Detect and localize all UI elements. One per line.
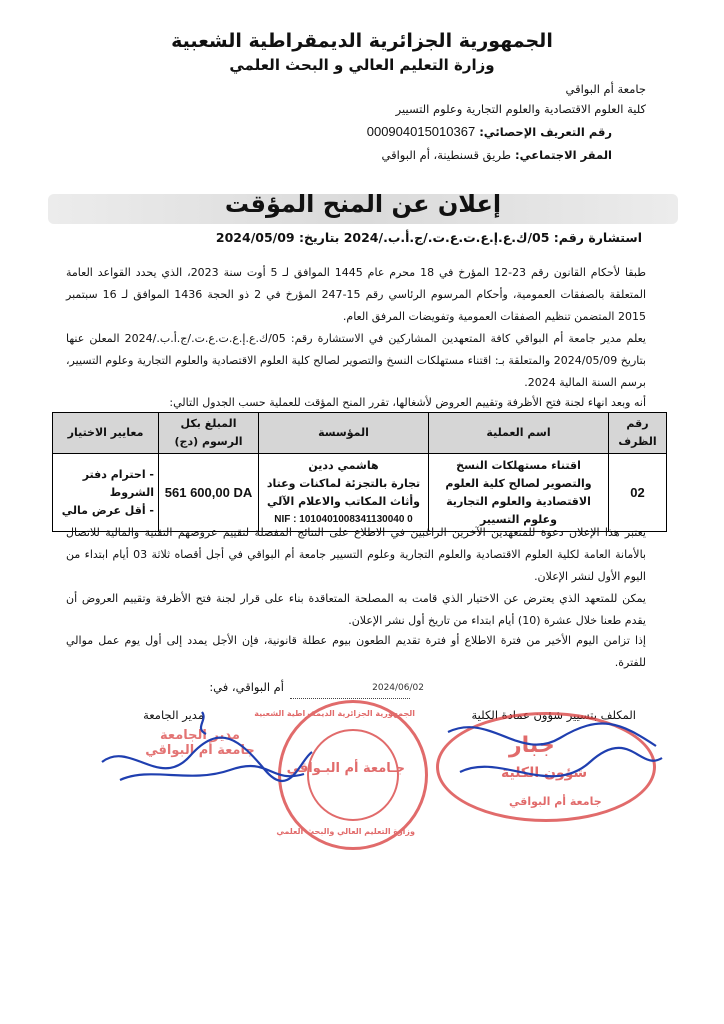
stamp-top-text: الجمهورية الجزائرية الديمقراطية الشعبية bbox=[254, 709, 415, 718]
cell-envelope: 02 bbox=[609, 454, 667, 532]
director-stamp-line: مدير الجامعة bbox=[160, 728, 240, 743]
stamp-bottom-text: وزارة التعليم العالي والبحث العلمي bbox=[276, 827, 415, 836]
university-name: جامعة أم البواقي bbox=[565, 82, 646, 96]
page-title: إعلان عن المنح المؤقت bbox=[224, 190, 502, 218]
company-name: هاشمي ددين bbox=[308, 458, 379, 472]
republic-heading: الجمهورية الجزائرية الديمقراطية الشعبية bbox=[171, 30, 553, 52]
paragraph-intro-table: أنه وبعد انهاء لجنة فتح الأظرفة وتقييم العروض لأشغالها، تقرر المنح المؤقت للعملية حسب الجدول التالي: bbox=[169, 396, 646, 409]
ministry-heading: وزارة التعليم العالي و البحث العلمي bbox=[229, 56, 495, 74]
company-description: تجارة بالتجزئة لماكنات وعتاد وأثاث المكاتب والاعلام الآلي bbox=[266, 476, 421, 508]
criterion-item: - احترام دفتر الشروط bbox=[82, 467, 154, 499]
director-stamp-university: جامعة أم البواقي bbox=[145, 743, 255, 758]
stamp-center-text: جـامعة أم البـواقي bbox=[286, 761, 405, 776]
stat-id-value: 000904015010367 bbox=[366, 124, 476, 139]
faculty-name: كلية العلوم الاقتصادية والعلوم التجارية وعلوم التسيير bbox=[395, 102, 646, 116]
place-date: أم البواقي، في: bbox=[209, 680, 284, 694]
col-operation: اسم العملية bbox=[429, 413, 609, 454]
col-company: المؤسسة bbox=[259, 413, 429, 454]
stat-id-label: رقم التعريف الإحصائي: bbox=[479, 125, 612, 139]
col-amount: المبلغ بكل الرسوم (دج) bbox=[159, 413, 259, 454]
col-envelope: رقم الظرف bbox=[609, 413, 667, 454]
hq-line bbox=[382, 148, 612, 162]
date-dotted-line bbox=[290, 698, 410, 699]
hq-value: طريق قسنطينة، أم البواقي bbox=[381, 148, 511, 162]
cell-amount: 561 600,00 DA bbox=[159, 454, 259, 532]
table-header-row bbox=[53, 413, 667, 454]
faculty-signatory-title: المكلف بتسيير شؤون عمادة الكلية bbox=[471, 708, 636, 722]
paragraph-notice: يعلم مدير جامعة أم البواقي كافة المتعهدين المشاركين في الاستشارة رقم: 05/ك.ع.إ.ع.ت.ع.ت./ج.أ.ب./2024 المعلن عنها بتاريخ 2024/05/09 والمتعلقة بـ: اقتناء مستهلكات النسخ والتصوير لصالح كلية العلوم الاقتصادية والعلوم التجارية وعلوم التسيير، برسم السنة المالية 2024. bbox=[66, 332, 646, 389]
stamp-university-text: جامعة أم البواقي bbox=[509, 795, 602, 808]
paragraph-appeal: يمكن للمتعهد الذي يعترض عن الاختيار الذي قامت به المصلحة المتعاقدة بناء على قرار لجنة فتح الأظرفة وتقييم العروض أن يقدم طعنا خلال عشرة (10) أيام ابتداء من تاريخ أول نشر الإعلان. bbox=[66, 592, 646, 627]
cell-company bbox=[259, 454, 429, 532]
award-table bbox=[52, 412, 667, 532]
company-nif: NIF : 1010401008341130040 0 bbox=[274, 513, 413, 525]
director-title: مدير الجامعة bbox=[143, 708, 204, 722]
consultation-reference: استشارة رقم: 05/ك.ع.إ.ع.ت.ع.ت./ج.أ.ب./2024 بتاريخ: 2024/05/09 bbox=[215, 230, 642, 245]
cell-criteria bbox=[53, 454, 159, 532]
col-criteria: معايير الاختيار bbox=[53, 413, 159, 454]
paragraph-legal-basis: طبقا لأحكام القانون رقم 23-12 المؤرخ في 18 محرم عام 1445 الموافق لـ 5 أوت سنة 2023، الذي يحدد القواعد العامة المتعلقة بالصفقات العمومية، وأحكام المرسوم الرئاسي رقم 15-247 المؤرخ في 2 ذو الحجة 1436 الموافق لـ 16 سبتمبر 2015 المتضمن تنظيم الصفقات العمومية وتفويضات المرفق العام. bbox=[66, 266, 646, 323]
handwritten-date: 2024/06/02 bbox=[372, 683, 424, 693]
stat-id-line bbox=[367, 124, 612, 139]
hq-label: المقر الاجتماعي: bbox=[514, 148, 612, 162]
paragraph-invitation: يعتبر هذا الإعلان دعوة للمتعهدين الآخرين الراغبين في الاطلاع على النتائج المفصلة لتقييم عروضهم التقنية والمالية للاتصال بالأمانة العامة لكلية العلوم الاقتصادية والعلوم التجارية وعلوم التسيير جامعة أم البواقي في أجل أقصاه ثلاثة 03 أيام ابتداء من اليوم الأول لنشر الإعلان. bbox=[66, 526, 646, 583]
paragraph-deadline: إذا تزامن اليوم الأخير من فترة الاطلاع أو فترة تقديم الطعون بيوم عطلة قانونية، فإن الأجل يمدد إلى أول يوم عمل موالي للفترة. bbox=[66, 634, 646, 669]
faculty-signature-icon bbox=[430, 702, 670, 822]
director-signature-icon bbox=[90, 700, 320, 820]
table-row bbox=[53, 454, 667, 532]
title-band bbox=[48, 186, 678, 232]
stamp-name-text: جبار bbox=[509, 733, 555, 758]
criterion-item: - أقل عرض مالي bbox=[61, 503, 154, 517]
cell-operation: اقتناء مستهلكات النسخ والتصوير لصالح كلية العلوم الاقتصادية والعلوم التجارية وعلوم التسيير bbox=[429, 454, 609, 532]
stamp-role-text: شؤون الكلية bbox=[501, 765, 588, 781]
